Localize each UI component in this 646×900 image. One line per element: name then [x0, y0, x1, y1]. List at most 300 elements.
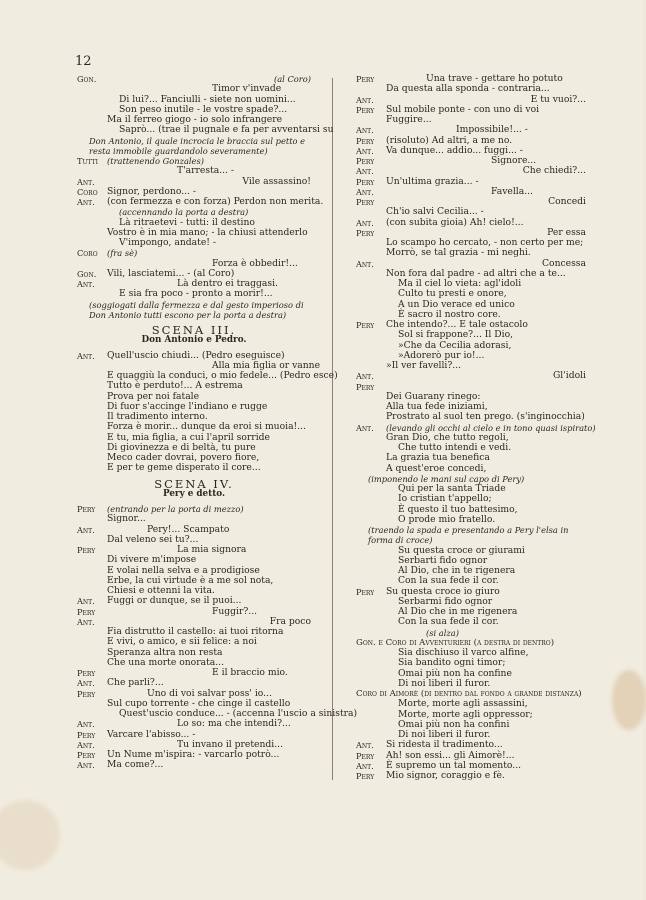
text-line: [356, 617, 586, 627]
line-text: La grazia tua benefica: [386, 452, 490, 464]
text-line: [77, 146, 311, 156]
line-text: Qui per la santa Triade: [398, 483, 506, 494]
line-text: Lo scampo ho cercato, - non certo per me;: [386, 237, 584, 248]
line-text: (al Coro): [273, 74, 311, 84]
line-text: (risoluto) Ad altri, a me no.: [386, 134, 513, 146]
speaker-label: Gon.: [77, 268, 97, 279]
text-line: [356, 166, 586, 176]
text-line: [77, 300, 311, 310]
speaker-label: [77, 228, 107, 238]
line-text: Io cristian t'appello;: [398, 493, 492, 505]
speaker-label: Pery: [77, 606, 96, 617]
speaker-label: [77, 361, 107, 371]
text-line: [356, 628, 586, 638]
speaker-label: [356, 238, 386, 248]
speaker-label: [356, 269, 386, 279]
speaker-label: [77, 648, 107, 658]
text-line: [356, 289, 586, 299]
line-text: È questo il tuo battesimo,: [398, 503, 518, 515]
text-line: [77, 422, 311, 432]
text-line: [356, 494, 586, 504]
line-text: (si alza): [426, 627, 459, 638]
speaker-label: [356, 484, 386, 494]
speaker-label: [356, 289, 386, 299]
text-line: [77, 289, 311, 299]
speaker-label: [77, 566, 107, 576]
line-text: E il braccio mio.: [212, 667, 288, 678]
line-text: (entrando per la porta di mezzo): [107, 504, 244, 514]
line-text: La mia signora: [177, 544, 247, 555]
line-text: Alla mia figlia or vanne: [212, 359, 321, 371]
line-text: Quest'uscio conduce... - (accenna l'uscio a sinistra): [119, 708, 358, 719]
line-text: Chiesi e ottenni la vita.: [107, 585, 215, 596]
line-text: V'impongo, andate! -: [119, 237, 216, 248]
speaker-label: [356, 330, 386, 340]
line-text: Culto tu presti e onore,: [398, 288, 507, 300]
speaker-label: [77, 699, 107, 709]
column-divider: [332, 78, 333, 780]
line-text: E sia fra poco - pronto a morir!...: [119, 288, 273, 300]
line-text: Che tutto intendi e vedi.: [398, 442, 512, 453]
line-text: Vili, lasciatemi... - (al Coro): [107, 267, 235, 279]
line-text: Ah! son essi... gli Aimorè!...: [386, 749, 515, 761]
speaker-label: [77, 443, 107, 453]
line-text: Che intendo?... E tale ostacolo: [386, 319, 528, 330]
line-text: Là ritraetevi - tutti: il destino: [119, 216, 255, 228]
line-text: E vivi, o amico, e sii felice: a noi: [107, 636, 257, 648]
speaker-label: [77, 412, 107, 422]
right-column: [356, 73, 596, 781]
speaker-label: Ant.: [356, 166, 374, 177]
speaker-label: [356, 115, 386, 125]
speaker-label: Pery: [356, 771, 375, 781]
text-line: [356, 515, 586, 525]
speaker-label: [77, 535, 107, 545]
speaker-label: [77, 381, 107, 391]
line-text: Di vivere m'impose: [107, 554, 197, 566]
line-text: Fuggir?...: [212, 605, 258, 617]
line-text: Che chiedi?...: [522, 165, 586, 177]
line-text: Ma il ciel lo vieta: agl'idoli: [398, 278, 522, 289]
speaker-label: Ant.: [356, 94, 374, 105]
text-line: [356, 84, 586, 94]
text-line: [77, 381, 311, 391]
speaker-label: Ant.: [77, 524, 95, 535]
line-text: Quell'uscio chiudi... (Pedro eseguisce): [107, 349, 285, 361]
line-text: Sol si frappone?... Il Dio,: [398, 329, 514, 341]
speaker-label: [356, 648, 386, 658]
line-text: Lo so: ma che intendi?...: [177, 718, 291, 730]
speaker-label: [356, 699, 386, 709]
speaker-label: Pery: [77, 729, 96, 740]
text-line: [356, 525, 586, 535]
speaker-label: [77, 371, 107, 381]
text-line: [77, 166, 311, 176]
line-text: Vostro è in mia mano; - la chiusi attenderlo: [107, 226, 308, 238]
speaker-label: Pery: [77, 545, 96, 555]
speaker-label: [356, 515, 386, 525]
line-text: »Che da Cecilia adorasi,: [398, 339, 512, 351]
speaker-label: [77, 218, 107, 228]
text-line: [356, 248, 586, 258]
speaker-label: [356, 412, 386, 422]
line-text: Un Nume m'ispira: - varcarlo potrò...: [107, 749, 280, 760]
speaker-label: [356, 505, 386, 515]
text-line: [77, 84, 311, 94]
line-text: Su questa croce or giurami: [398, 544, 525, 556]
speaker-label: [77, 433, 107, 443]
line-text: Gl'idoli: [552, 370, 586, 382]
speaker-label: Ant.: [356, 186, 374, 197]
text-line: [356, 535, 586, 545]
speaker-label: [356, 248, 386, 258]
speaker-label: [77, 125, 107, 135]
text-line: [77, 248, 311, 258]
line-text: Impossibile!... -: [456, 124, 528, 136]
line-text: Fuggi or dunque, se il puoi...: [107, 595, 242, 607]
speaker-label: [356, 361, 386, 371]
speaker-label: Ant.: [356, 740, 374, 751]
line-text: (fra sè): [107, 248, 138, 259]
speaker-label: Ant.: [77, 760, 95, 771]
line-text: T'arresta... -: [177, 165, 235, 177]
speaker-label: Ant.: [77, 739, 95, 750]
speaker-label: Ant.: [356, 145, 374, 156]
text-line: [356, 125, 586, 135]
line-text: Fuggire...: [386, 114, 432, 125]
line-text: Prova per noi fatale: [107, 390, 200, 402]
line-text: Signor, perdono... -: [107, 185, 196, 197]
line-text: Prostrato al suol ten prego. (s'inginocchia): [386, 411, 585, 423]
line-text: Da questa alla sponda - contraria...: [386, 83, 550, 95]
speaker-label: [77, 463, 107, 473]
speaker-label: Ant.: [356, 258, 374, 269]
line-text: Gon. e Coro di Avventurieri (a destra di dentro): [356, 637, 555, 648]
speaker-label: [356, 617, 386, 627]
line-text: Omai più non ha confine: [398, 667, 512, 679]
line-text: resta immobile guardandolo severamente): [89, 145, 268, 156]
line-text: È supremo un tal momento...: [386, 759, 522, 771]
scene-characters: Pery e detto.: [162, 488, 226, 499]
speaker-label: Pery: [356, 104, 375, 115]
line-text: Mio signor, coraggio e fè.: [386, 770, 505, 781]
line-text: E volai nella selva e a prodigiose: [107, 564, 260, 576]
line-text: A un Dio verace ed unico: [398, 298, 515, 310]
line-text: Son peso inutile - le vostre spade?...: [119, 103, 288, 115]
scene-heading: SCENA IV.: [154, 476, 234, 491]
line-text: Tu invano il pretendi...: [177, 738, 283, 750]
speaker-label: [356, 710, 386, 720]
speaker-label: Ant.: [77, 719, 95, 730]
text-line: [77, 555, 311, 565]
speaker-label: [356, 341, 386, 351]
line-text: E tu vuoi?...: [530, 93, 586, 105]
speaker-label: Ant.: [77, 279, 95, 289]
line-text: E quaggiù la conduci, o mio fedele... (Pedro esce): [107, 370, 338, 381]
speaker-label: [356, 658, 386, 668]
line-text: Forza è obbedir!...: [212, 257, 298, 269]
text-line: [356, 740, 586, 750]
line-text: E tu, mia figlia, a cui l'april sorride: [107, 431, 270, 443]
line-text: Una trave - gettare ho potuto: [426, 73, 563, 84]
speaker-label: Ant.: [77, 596, 95, 607]
speaker-label: Ant.: [356, 371, 374, 382]
line-text: Serbarti fido ognor: [398, 554, 488, 566]
line-text: (levando gli occhi al cielo e in tono quasi ispirato): [386, 422, 596, 433]
speaker-label: Ant.: [77, 197, 95, 207]
speaker-label: [356, 679, 386, 689]
speaker-label: Pery: [77, 750, 96, 760]
speaker-label: Ant.: [356, 422, 374, 433]
text-line: [356, 146, 586, 156]
speaker-label: [356, 402, 386, 412]
speaker-label: [356, 351, 386, 361]
page-number: 12: [75, 54, 92, 69]
text-line: [356, 464, 586, 474]
speaker-label: Pery: [356, 156, 375, 166]
line-text: Sia dischiuso il varco alfine,: [398, 647, 529, 658]
speaker-label: Ant.: [77, 616, 95, 627]
text-line: [77, 124, 334, 136]
text-line: [356, 207, 586, 217]
scene-characters: Don Antonio e Pedro.: [141, 335, 247, 346]
line-text: Sul mobile ponte - con uno di voi: [386, 103, 540, 115]
line-text: Concessa: [542, 257, 586, 269]
line-text: Di lui?... Fanciulli - siete non uomini...: [119, 93, 296, 105]
speaker-label: [77, 637, 107, 647]
speaker-label: Pery: [356, 135, 375, 146]
line-text: Gran Dio, che tutto regoli,: [386, 431, 509, 443]
speaker-label: [356, 310, 386, 320]
line-text: Il tradimento interno.: [107, 411, 208, 422]
line-text: (trattenendo Gonzales): [107, 156, 204, 166]
speaker-label: Gon.: [77, 74, 97, 84]
line-text: Serbarmi fido ognor: [398, 595, 493, 607]
speaker-label: Pery: [356, 197, 375, 207]
speaker-label: Ant.: [77, 176, 95, 187]
speaker-label: [356, 628, 386, 638]
speaker-label: [356, 443, 386, 453]
text-line: [77, 196, 324, 207]
text-line: [77, 678, 311, 688]
speaker-label: [77, 105, 107, 115]
line-text: Per essa: [547, 226, 586, 238]
line-text: Sia bandito ogni timor;: [398, 657, 506, 669]
line-text: Omai più non ha confini: [398, 718, 510, 730]
speaker-label: Pery: [356, 750, 375, 761]
line-text: Ma il ferreo giogo - io solo infrangere: [107, 114, 283, 125]
speaker-label: [356, 464, 386, 474]
speaker-label: [77, 422, 107, 432]
line-text: Là dentro ei traggasi.: [177, 278, 278, 289]
line-text: Di fuor s'accinge l'indiano e rugge: [107, 400, 268, 412]
speaker-label: Tutti: [77, 156, 99, 166]
text-line: [356, 679, 586, 689]
line-text: Erbe, la cui virtude è a me sol nota,: [107, 574, 274, 586]
speaker-label: [77, 514, 107, 524]
speaker-label: [77, 207, 107, 217]
line-text: Di giovinezza e di beltà, tu pure: [107, 441, 256, 453]
text-line: [77, 514, 311, 524]
speaker-label: [356, 566, 386, 576]
speaker-label: [356, 433, 386, 443]
line-text: Che parli?...: [107, 677, 164, 689]
speaker-label: [77, 627, 107, 637]
line-text: Un'ultima grazia... -: [386, 175, 479, 187]
speaker-label: [356, 597, 386, 607]
speaker-label: Ant.: [356, 760, 374, 771]
paper-stain: [0, 800, 60, 870]
speaker-label: [77, 392, 107, 402]
speaker-label: [356, 453, 386, 463]
line-text: Di noi liberi il furor.: [398, 677, 491, 689]
line-text: Signore...: [491, 155, 537, 166]
line-text: Speranza altra non resta: [107, 646, 223, 658]
line-text: Che una morte onorata...: [107, 656, 225, 668]
text-line: [356, 453, 586, 463]
text-line: [77, 238, 311, 248]
line-text: Tutto è perduto!... A estrema: [107, 380, 243, 392]
line-text: Al Dio che in me rigenera: [398, 606, 518, 617]
line-text: Con la sua fede il cor.: [398, 616, 499, 628]
speaker-label: [356, 279, 386, 289]
text-line: [356, 576, 586, 586]
line-text: E per te geme disperato il core...: [107, 462, 261, 474]
line-text: »Il ver favelli?...: [386, 360, 462, 371]
line-text: (imponendo le mani sul capo di Pery): [368, 473, 525, 484]
speaker-label: [356, 207, 386, 217]
speaker-label: Pery: [356, 320, 375, 330]
line-text: Pery!... Scampato: [147, 523, 230, 535]
speaker-label: Pery: [356, 74, 375, 84]
speaker-label: [77, 115, 107, 125]
text-line: [77, 463, 311, 473]
speaker-label: [356, 607, 386, 617]
line-text: Fia distrutto il castello: ai tuoi ritorna: [107, 626, 284, 637]
speaker-label: [77, 259, 107, 269]
line-text: Vile assassino!: [242, 175, 311, 187]
speaker-label: [77, 289, 107, 299]
line-text: Di noi liberi il furor.: [398, 729, 491, 740]
line-text: Dal veleno sei tu?...: [107, 533, 199, 545]
line-text: Favella...: [491, 185, 533, 197]
line-text: Forza è morir... dunque da eroi si muoia!...: [107, 421, 307, 433]
text-line: [77, 596, 311, 606]
speaker-label: [77, 402, 107, 412]
line-text: Su questa croce io giuro: [386, 585, 500, 597]
line-text: Sul cupo torrente - che cinge il castello: [107, 697, 291, 709]
line-text: Timor v'invade: [212, 83, 282, 95]
line-text: O prode mio fratello.: [398, 513, 496, 525]
speaker-label: Pery: [356, 176, 375, 187]
speaker-label: Pery: [356, 227, 375, 238]
speaker-label: Ant.: [77, 350, 95, 361]
speaker-label: [77, 709, 107, 719]
line-text: Dei Guarany rinego:: [386, 390, 481, 402]
line-text: (soggiogati dalla fermezza e dal gesto imperioso di: [89, 299, 304, 310]
text-line: [356, 771, 586, 781]
speaker-label: [77, 95, 107, 105]
paper-stain: [612, 670, 646, 730]
speaker-label: Pery: [77, 668, 96, 678]
speaker-label: Coro: [77, 248, 98, 259]
speaker-label: [77, 166, 107, 176]
line-text: Coro di Aimorè (di dentro dal fondo a grande distanza): [356, 689, 582, 699]
speaker-label: [356, 546, 386, 556]
speaker-label: Coro: [77, 186, 98, 197]
speaker-label: [77, 555, 107, 565]
line-text: Con la sua fede il cor.: [398, 575, 499, 587]
speaker-label: [356, 576, 386, 586]
text-line: [77, 760, 311, 770]
line-text: Saprò... (trae il pugnale e fa per avventarsi su: [119, 124, 334, 136]
text-line: [356, 330, 586, 340]
line-text: (traendo la spada e presentando a Pery l'elsa in: [368, 525, 569, 535]
speaker-label: Pery: [356, 381, 375, 392]
line-text: Signor...: [107, 513, 146, 525]
speaker-label: [77, 453, 107, 463]
line-text: Morte, morte agli assassini,: [398, 698, 528, 710]
speaker-label: [356, 669, 386, 679]
text-line: [77, 207, 311, 217]
text-line: [356, 371, 586, 381]
line-text: Varcare l'abisso... -: [107, 728, 196, 740]
line-text: »Adorerò pur io!...: [398, 349, 485, 361]
text-line: [77, 637, 311, 647]
text-line: [77, 136, 311, 146]
line-text: Alla tua fede iniziami,: [386, 401, 488, 412]
line-text: Si ridesta il tradimento...: [386, 739, 503, 751]
text-line: [77, 719, 311, 729]
speaker-label: [356, 730, 386, 740]
line-text: (con subita gioia) Ah! cielo!...: [386, 216, 524, 228]
line-text: È sacro il nostro core.: [398, 308, 501, 320]
speaker-label: [77, 84, 107, 94]
line-text: Ch'io salvi Cecilia... -: [386, 206, 484, 218]
line-text: Concedi: [548, 196, 586, 207]
speaker-label: Pery: [356, 586, 375, 597]
speaker-label: [356, 392, 386, 402]
speaker-label: Pery: [77, 504, 96, 514]
line-text: Va dunque... addio... fuggi... -: [386, 144, 523, 156]
line-text: Non fora dal padre - ad altri che a te...: [386, 267, 566, 279]
line-text: A quest'eroe concedi,: [386, 462, 487, 474]
speaker-label: [356, 84, 386, 94]
text-line: [356, 412, 586, 422]
line-text: forma di croce): [368, 535, 433, 546]
line-text: Uno di voi salvar poss' io...: [147, 687, 272, 699]
text-line: [77, 310, 311, 320]
line-text: Meco cader dovrai, povero fiore,: [107, 452, 260, 463]
speaker-label: Ant.: [356, 217, 374, 228]
speaker-label: [356, 556, 386, 566]
text-line: [356, 699, 586, 709]
line-text: Ma come?...: [107, 759, 164, 771]
line-text: Don Antonio tutti escono per la porta a destra): [89, 309, 287, 320]
speaker-label: [356, 720, 386, 730]
speaker-label: Ant.: [356, 125, 374, 136]
line-text: Morte, morte agli oppressor;: [398, 708, 533, 720]
text-line: [356, 361, 586, 371]
scene-heading: SCENA III.: [151, 323, 237, 337]
speaker-label: [77, 576, 107, 586]
speaker-label: [77, 586, 107, 596]
speaker-label: [356, 494, 386, 504]
line-text: Don Antonio, il quale incrocia le braccia sul petto e: [89, 135, 306, 146]
text-line: [356, 658, 586, 668]
line-text: (accennando la porta a destra): [119, 207, 249, 218]
speaker-label: Pery: [77, 688, 96, 699]
